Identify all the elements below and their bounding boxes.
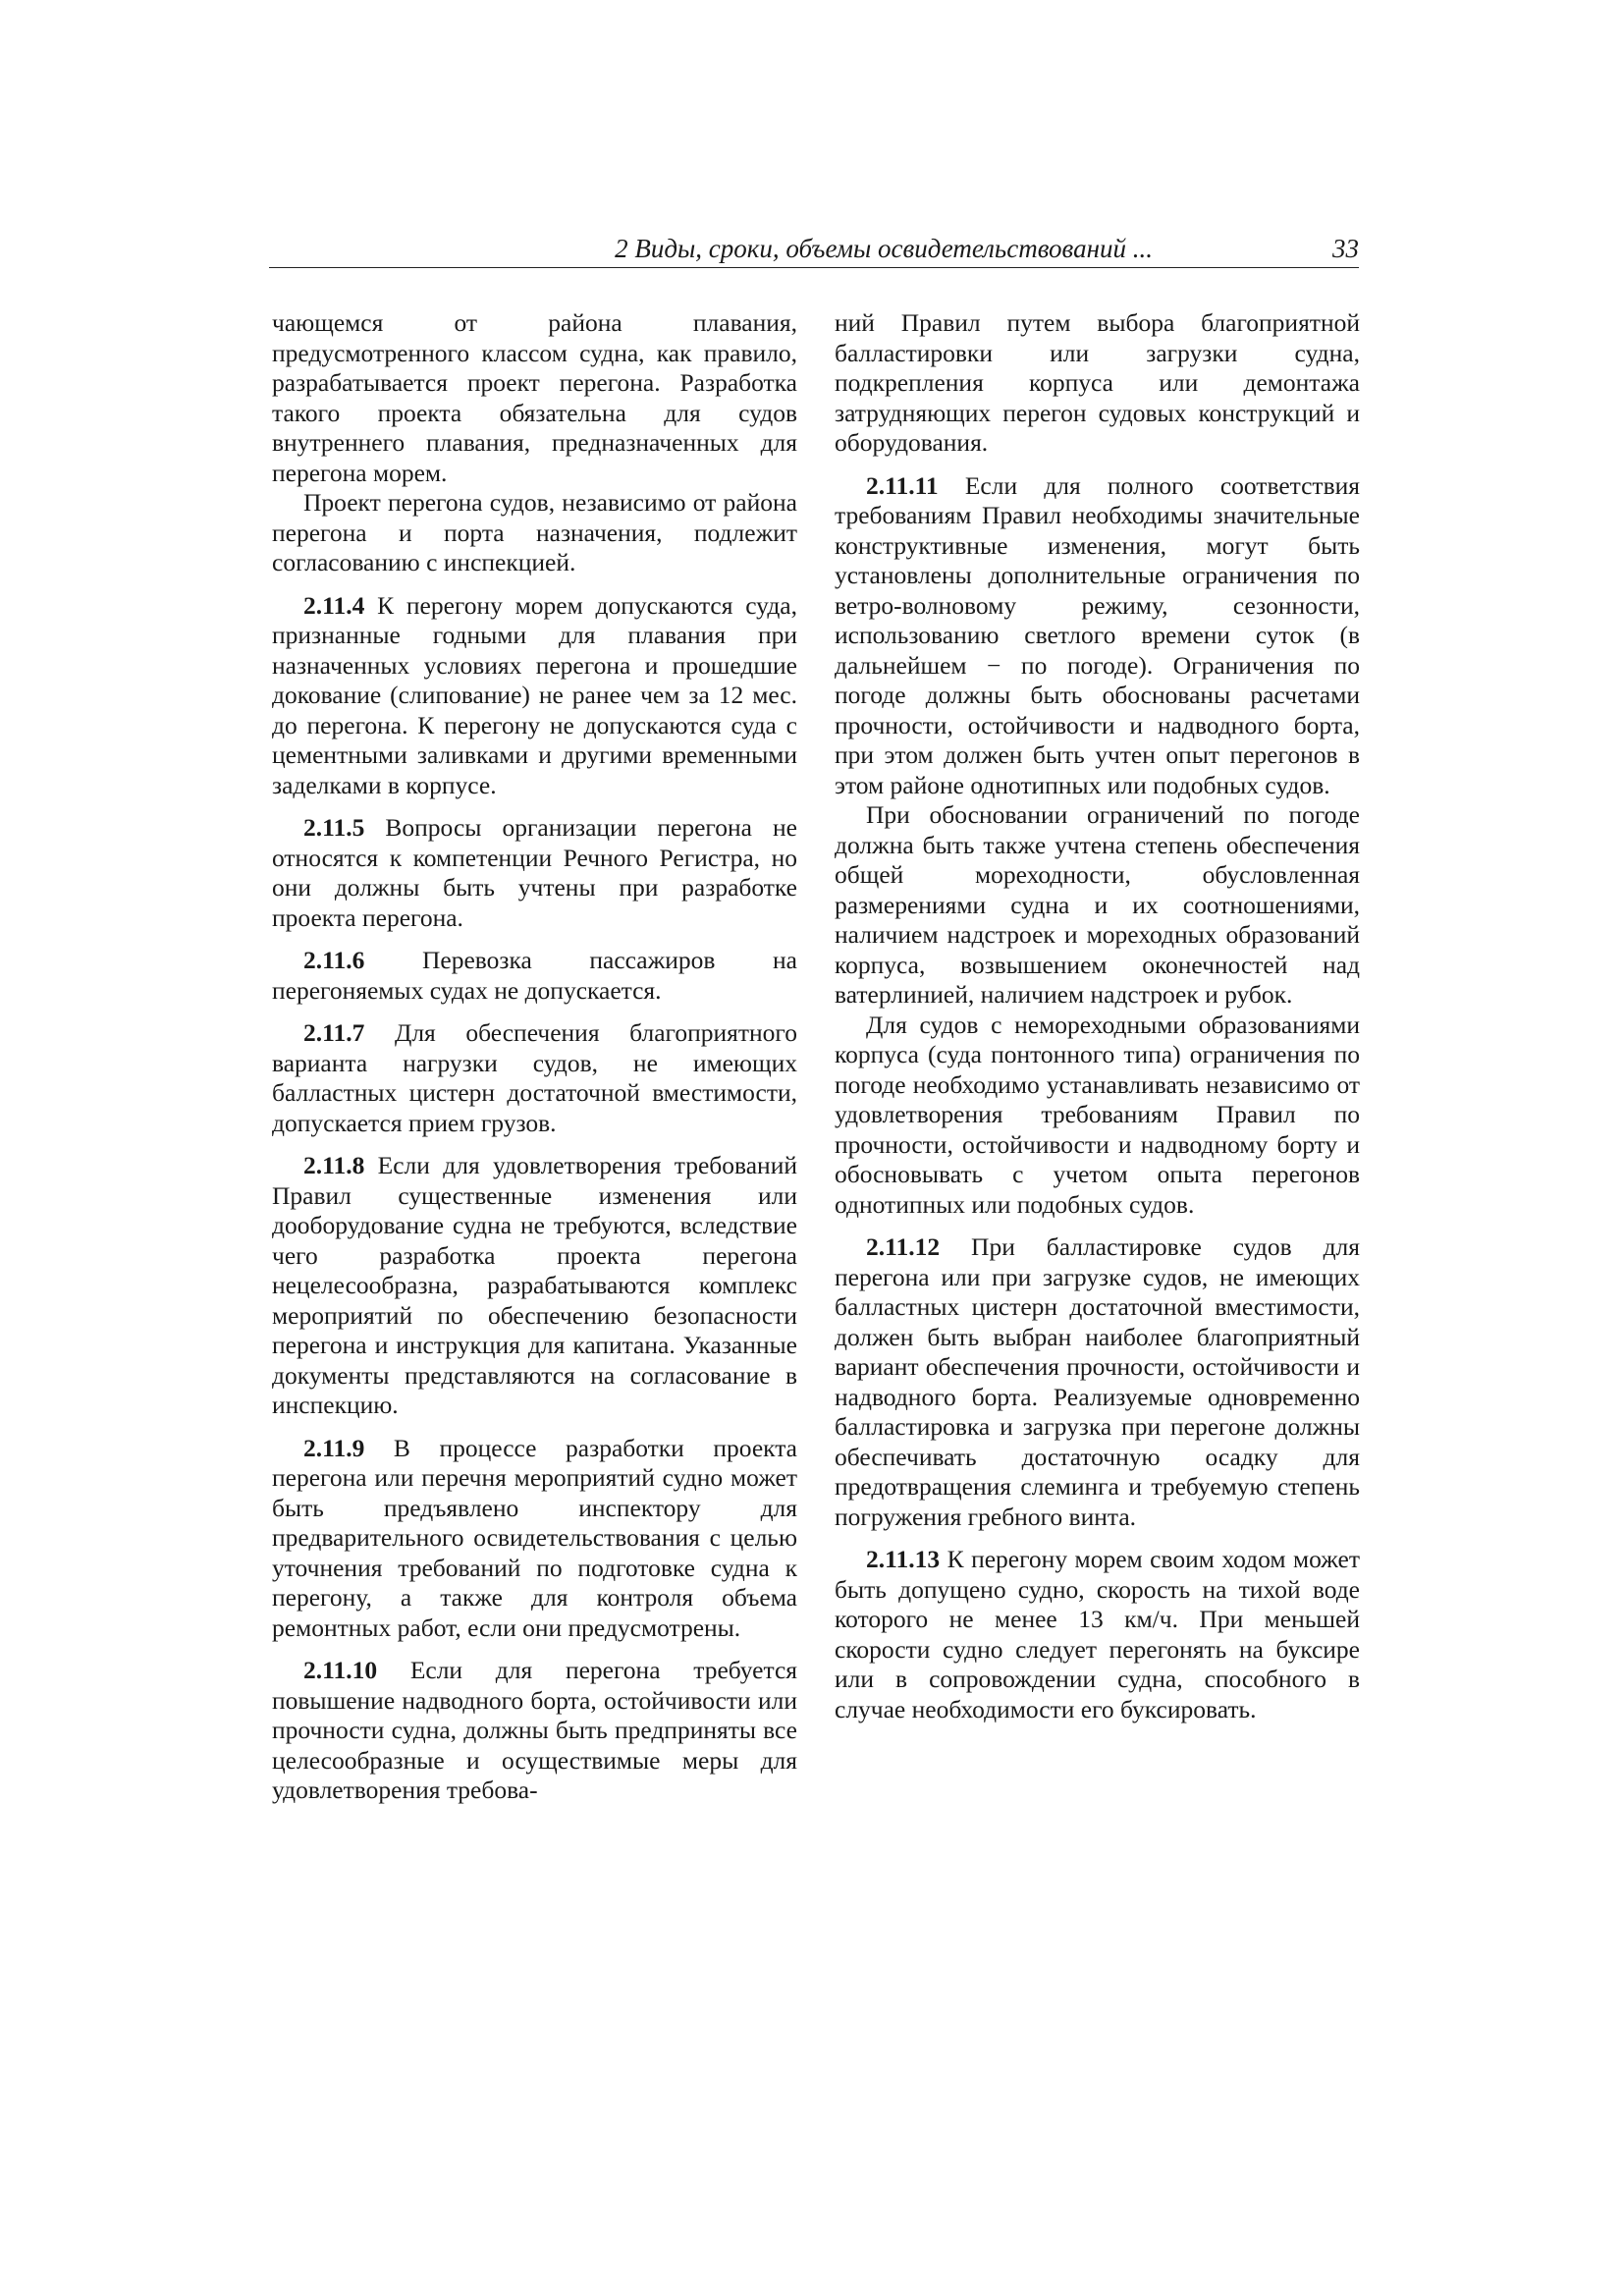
paragraph: Для судов с немореходными образованиями корпуса (суда понтонного типа) ограничения по погоде необходимо устанавливать независимо от удовлетворения требованиям Правил по прочности, остойчивости и надводному борту и обосновывать с учетом опыта перегонов однотипных или подобных судов. — [835, 1010, 1360, 1219]
section-number: 2.11.7 — [303, 1018, 365, 1047]
paragraph: При обосновании ограничений по погоде должна быть также учтена степень обеспечения общей мореходности, обусловленная размерениями судна и их соотношениями, наличием надстроек и мореходных образований корпуса, возвышением оконечностей над ватерлинией, наличием надстроек и рубок. — [835, 800, 1360, 1009]
paragraph: 2.11.7 Для обеспечения благоприятного варианта нагрузки судов, не имеющих балластных цистерн достаточной вместимости, допускается прием грузов. — [272, 1018, 797, 1137]
paragraph: 2.11.6 Перевозка пассажиров на перегоняемых судах не допускается. — [272, 946, 797, 1005]
paragraph: ний Правил путем выбора благоприятной балластировки или загрузки судна, подкрепления корпуса или демонтажа затрудняющих перегон судовых конструкций и оборудования. — [835, 308, 1360, 457]
paragraph: 2.11.11 Если для полного соответствия требованиям Правил необходимы значительные конструктивные изменения, могут быть установлены дополнительные ограничения по ветро-волновому режиму, сезонности, использованию светлого времени суток (в дальнейшем − по погоде). Ограничения по погоде должны быть обоснованы расчетами прочности, остойчивости и надводного борта, при этом должен быть учтен опыт перегонов в этом районе однотипных или подобных судов. — [835, 470, 1360, 799]
section-number: 2.11.13 — [866, 1545, 941, 1573]
section-number: 2.11.9 — [303, 1433, 365, 1462]
paragraph: 2.11.5 Вопросы организации перегона не относятся к компетенции Речного Регистра, но они должны быть учтены при разработке проекта перегона. — [272, 813, 797, 932]
section-number: 2.11.11 — [866, 470, 939, 500]
paragraph: 2.11.9 В процессе разработки проекта перегона или перечня мероприятий судно может быть предъявлено инспектору для предварительного освидетельствования с целью уточнения требований по подготовке судна к перегону, а также для контроля объема ремонтных работ, если они предусмотрены. — [272, 1433, 797, 1642]
section-number: 2.11.10 — [303, 1656, 378, 1684]
paragraph: 2.11.13 К перегону морем своим ходом может быть допущено судно, скорость на тихой воде которого не менее 13 км/ч. При меньшей скорости судно следует перегонять на буксире или в сопровождении судна, способного в случае необходимости его буксировать. — [835, 1545, 1360, 1723]
section-number: 2.11.12 — [866, 1232, 941, 1261]
page-number: 33 — [1332, 234, 1359, 263]
running-header-title: 2 Виды, сроки, объемы освидетельствований ... — [615, 234, 1153, 263]
section-number: 2.11.8 — [303, 1151, 365, 1179]
running-header — [269, 234, 1359, 268]
paragraph: чающемся от района плавания, предусмотренного классом судна, как правило, разрабатывается проект перегона. Разработка такого проекта обязательна для судов внутреннего плавания, предназначенных для перегона морем. — [272, 308, 797, 487]
left-column — [272, 308, 797, 1819]
paragraph: 2.11.4 К перегону морем допускаются суда, признанные годными для плавания при назначенных условиях перегона и прошедшие докование (слипование) не ранее чем за 12 мес. до перегона. К перегону не допускаются суда с цементными заливками и другими временными заделками в корпусе. — [272, 590, 797, 799]
paragraph: 2.11.10 Если для перегона требуется повышение надводного борта, остойчивости или прочности судна, должны быть предприняты все целесообразные и осуществимые меры для удовлетворения требова- — [272, 1656, 797, 1804]
right-column — [835, 308, 1360, 1737]
paragraph: 2.11.8 Если для удовлетворения требований Правил существенные изменения или дооборудование судна не требуются, вследствие чего разработка проекта перегона нецелесообразна, разрабатываются комплекс мероприятий по обеспечению безопасности перегона и инструкция для капитана. Указанные документы представляются на согласование в инспекцию. — [272, 1151, 797, 1419]
paragraph: 2.11.12 При балластировке судов для перегона или при загрузке судов, не имеющих балластных цистерн достаточной вместимости, должен быть выбран наиболее благоприятный вариант обеспечения прочности, остойчивости и надводного борта. Реализуемые одновременно балластировка и загрузка при перегоне должны обеспечивать достаточную осадку для предотвращения слеминга и требуемую степень погружения гребного винта. — [835, 1232, 1360, 1531]
section-number: 2.11.4 — [303, 590, 365, 620]
paragraph: Проект перегона судов, независимо от района перегона и порта назначения, подлежит согласованию с инспекцией. — [272, 488, 797, 576]
section-number: 2.11.6 — [303, 946, 365, 974]
section-number: 2.11.5 — [303, 813, 365, 842]
